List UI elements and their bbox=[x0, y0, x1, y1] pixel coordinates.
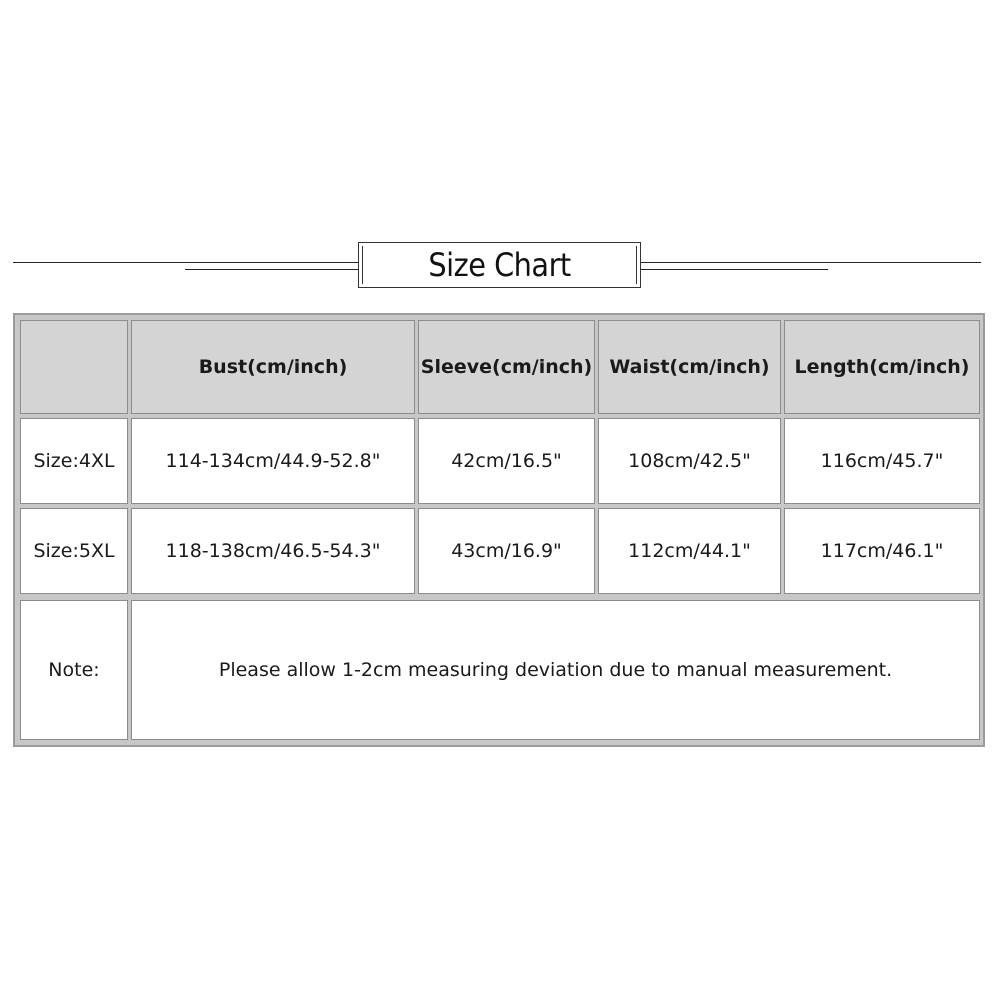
table-cell-sleeve: 43cm/16.9" bbox=[418, 508, 595, 594]
table-cell-bust: 118-138cm/46.5-54.3" bbox=[131, 508, 415, 594]
page-title: Size Chart bbox=[428, 246, 571, 284]
title-rule-right-short bbox=[641, 269, 828, 270]
note-label: Note: bbox=[20, 600, 128, 740]
table-cell-waist: 112cm/44.1" bbox=[598, 508, 781, 594]
table-cell-waist: 108cm/42.5" bbox=[598, 418, 781, 504]
title-rule-left-long bbox=[13, 262, 358, 263]
header-cell-length: Length(cm/inch) bbox=[784, 320, 980, 414]
title-rule-right-long bbox=[641, 262, 981, 263]
size-table bbox=[13, 313, 985, 747]
header-cell-empty bbox=[20, 320, 128, 414]
table-cell-bust: 114-134cm/44.9-52.8" bbox=[131, 418, 415, 504]
table-cell-sleeve: 42cm/16.5" bbox=[418, 418, 595, 504]
table-cell-length: 117cm/46.1" bbox=[784, 508, 980, 594]
header-cell-waist: Waist(cm/inch) bbox=[598, 320, 781, 414]
title-box bbox=[358, 242, 641, 288]
row-size-label: Size:4XL bbox=[20, 418, 128, 504]
row-size-label: Size:5XL bbox=[20, 508, 128, 594]
header-cell-bust: Bust(cm/inch) bbox=[131, 320, 415, 414]
note-text: Please allow 1-2cm measuring deviation due to manual measurement. bbox=[131, 600, 980, 740]
table-cell-length: 116cm/45.7" bbox=[784, 418, 980, 504]
title-rule-left-short bbox=[185, 269, 358, 270]
header-cell-sleeve: Sleeve(cm/inch) bbox=[418, 320, 595, 414]
